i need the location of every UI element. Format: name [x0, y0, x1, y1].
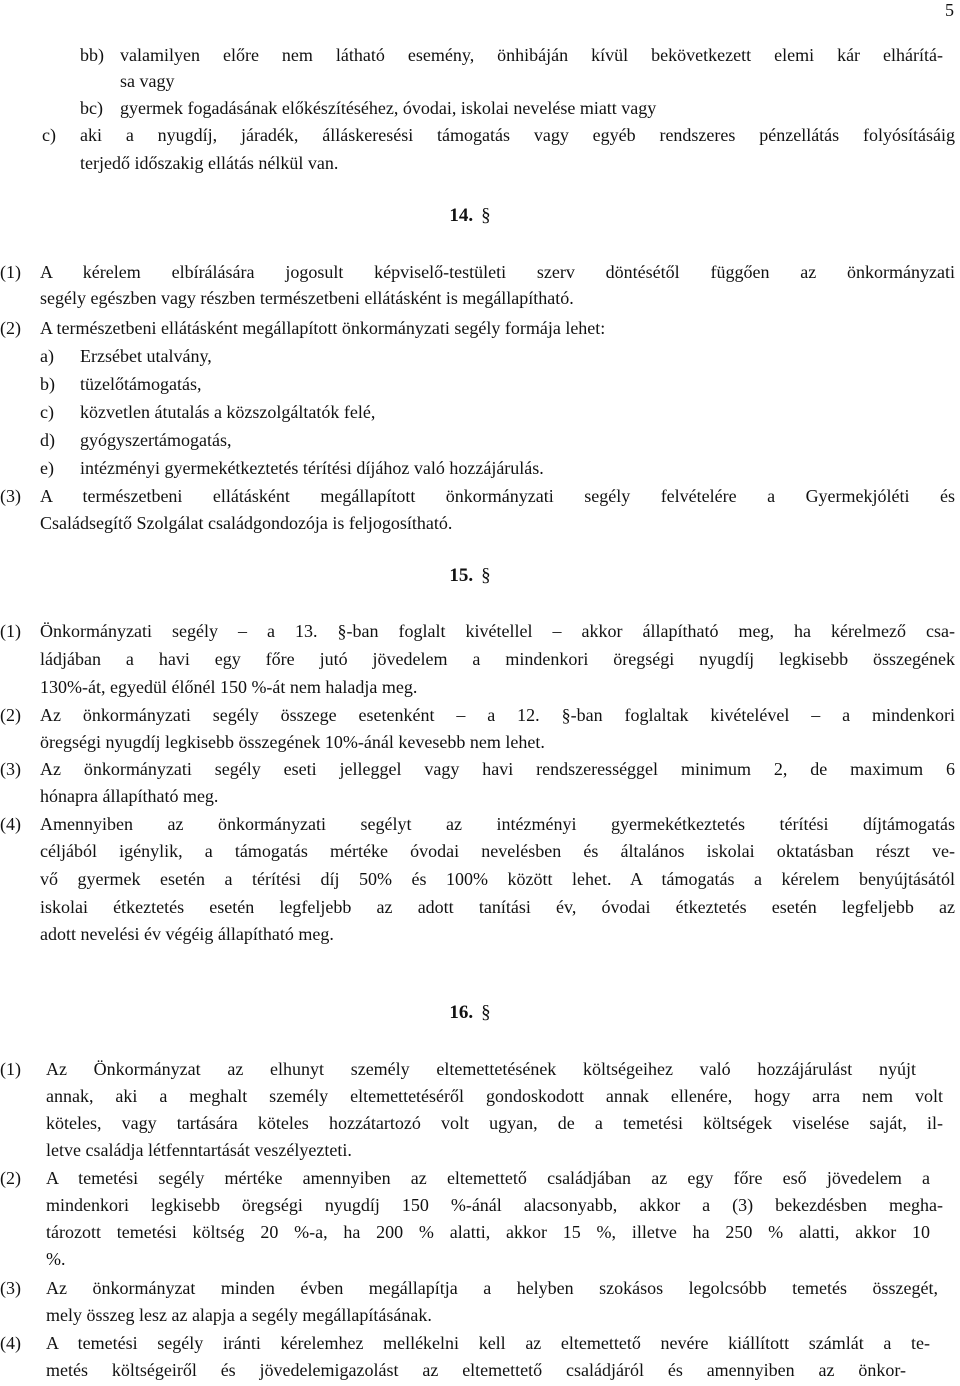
item-label: bc) [80, 98, 103, 118]
item-label: bb) [80, 45, 104, 65]
paragraph-text: Az önkormányzati segély eseti jelleggel vagy havi rendszerességgel minimum 2, de maximum 6 [40, 759, 955, 779]
paragraph-label: (2) [0, 1168, 21, 1188]
paragraph-text: Az önkormányzat minden évben megállapítja a helyben szokásos legolcsóbb temetés összegét, [46, 1278, 938, 1298]
paragraph-label: (1) [0, 1059, 21, 1079]
paragraph-text: öregségi nyugdíj legkisebb összegének 10%-ánál kevesebb nem lehet. [40, 732, 545, 752]
list-item-text: sa vagy [120, 71, 175, 91]
paragraph-sign-icon: § [481, 205, 491, 226]
paragraph-text: metés költségeiről és jövedelemigazolást az eltemettető családjáról és amennyiben az önkor- [46, 1360, 906, 1380]
paragraph-text: Az önkormányzati segély összege esetenként – a 12. §-ban foglaltak kivételével – a mindenkori [40, 705, 955, 725]
list-item-text: aki a nyugdíj, járadék, álláskeresési támogatás vagy egyéb rendszeres pénzellátás folyósításáig [80, 125, 955, 145]
paragraph-text: A kérelem elbírálására jogosult képviselő-testületi szerv döntésétől függően az önkormányzati [40, 262, 955, 282]
list-item-text: terjedő időszakig ellátás nélkül van. [80, 153, 339, 173]
paragraph-label: (2) [0, 705, 21, 725]
item-label: d) [40, 430, 55, 450]
paragraph-text: Önkormányzati segély – a 13. §-ban foglalt kivétellel – akkor állapítható meg, ha kérelmező csa- [40, 621, 955, 641]
item-label: c) [40, 402, 54, 422]
paragraph-label: (4) [0, 1333, 21, 1353]
list-item-text: tüzelőtámogatás, [80, 374, 202, 394]
paragraph-text: adott nevelési év végéig állapítható meg. [40, 924, 334, 944]
paragraph-text: A természetbeni ellátásként megállapított önkormányzati segély formája lehet: [40, 318, 606, 338]
paragraph-label: (1) [0, 621, 21, 641]
section-heading-16: 16. § [449, 1002, 491, 1023]
item-label: a) [40, 346, 54, 366]
paragraph-label: (4) [0, 814, 21, 834]
paragraph-sign-icon: § [481, 565, 491, 586]
paragraph-text: letve családja létfenntartását veszélyezteti. [46, 1140, 352, 1160]
paragraph-text: mindenkori legkisebb öregségi nyugdíj 150 %-ánál alacsonyabb, akkor a (3) bekezdésben megha- [46, 1195, 943, 1215]
paragraph-text: A temetési segély iránti kérelemhez mellékelni kell az eltemettető nevére kiállított számlát a te- [46, 1333, 930, 1353]
paragraph-text: köteles, vagy tartására köteles hozzátartozó volt ugyan, de a temetési költségek viselése saját, il- [46, 1113, 943, 1133]
item-label: c) [42, 125, 56, 145]
paragraph-text: céljából igénylik, a támogatás mértéke óvodai nevelésben és általános iskolai oktatásban részt ve- [40, 841, 955, 861]
paragraph-label: (3) [0, 759, 21, 779]
paragraph-text: segély egészben vagy részben természetbeni ellátásként is megállapítható. [40, 288, 574, 308]
paragraph-label: (1) [0, 262, 21, 282]
paragraph-text: A természetbeni ellátásként megállapított önkormányzati segély felvételére a Gyermekjóléti és [40, 486, 955, 506]
paragraph-text: %. [46, 1249, 66, 1269]
list-item-text: közvetlen átutalás a közszolgáltatók felé, [80, 402, 376, 422]
paragraph-text: Az Önkormányzat az elhunyt személy eltemettetésének költségeihez való hozzájárulást nyújt [46, 1059, 916, 1079]
paragraph-text: Családsegítő Szolgálat családgondozója is feljogosítható. [40, 513, 453, 533]
list-item-text: gyermek fogadásának előkészítéséhez, óvodai, iskolai nevelése miatt vagy [120, 98, 657, 118]
paragraph-text: hónapra állapítható meg. [40, 786, 219, 806]
paragraph-sign-icon: § [481, 1002, 491, 1023]
paragraph-text: mely összeg lesz az alapja a segély megállapításának. [46, 1305, 432, 1325]
list-item-text: intézményi gyermekétkeztetés térítési díjához való hozzájárulás. [80, 458, 544, 478]
paragraph-text: ládjában a havi egy főre jutó jövedelem a mindenkori öregségi nyugdíj legkisebb összegének [40, 649, 955, 669]
item-label: e) [40, 458, 54, 478]
paragraph-label: (3) [0, 486, 21, 506]
section-heading-15: 15. § [449, 565, 491, 586]
list-item-text: valamilyen előre nem látható esemény, önhibáján kívül bekövetkezett elemi kár elhárítá- [120, 45, 943, 65]
section-heading-14: 14. § [449, 205, 491, 226]
paragraph-text: iskolai étkeztetés esetén legfeljebb az adott tanítási év, óvodai étkeztetés esetén legfeljebb az [40, 897, 955, 917]
list-item-text: gyógyszertámogatás, [80, 430, 232, 450]
paragraph-text: Amennyiben az önkormányzati segélyt az intézményi gyermekétkeztetés térítési díjtámogatás [40, 814, 955, 834]
paragraph-label: (2) [0, 318, 21, 338]
paragraph-text: 130%-át, egyedül élőnél 150 %-át nem haladja meg. [40, 677, 418, 697]
paragraph-label: (3) [0, 1278, 21, 1298]
item-label: b) [40, 374, 55, 394]
list-item-text: Erzsébet utalvány, [80, 346, 212, 366]
page-number: 5 [945, 0, 954, 20]
paragraph-text: vő gyermek esetén a térítési díj 50% és 100% között lehet. A támogatás a kérelem benyújtásától [40, 869, 955, 889]
paragraph-text: annak, aki a meghalt személy eltemettetéséről gondoskodott annak ellenére, hogy arra nem volt [46, 1086, 943, 1106]
paragraph-text: A temetési segély mértéke amennyiben az eltemettető családjában az egy főre eső jövedelem a [46, 1168, 930, 1188]
paragraph-text: tározott temetési költség 20 %-a, ha 200 % alatti, akkor 15 %, illetve ha 250 % alatti, akkor 10 [46, 1222, 930, 1242]
